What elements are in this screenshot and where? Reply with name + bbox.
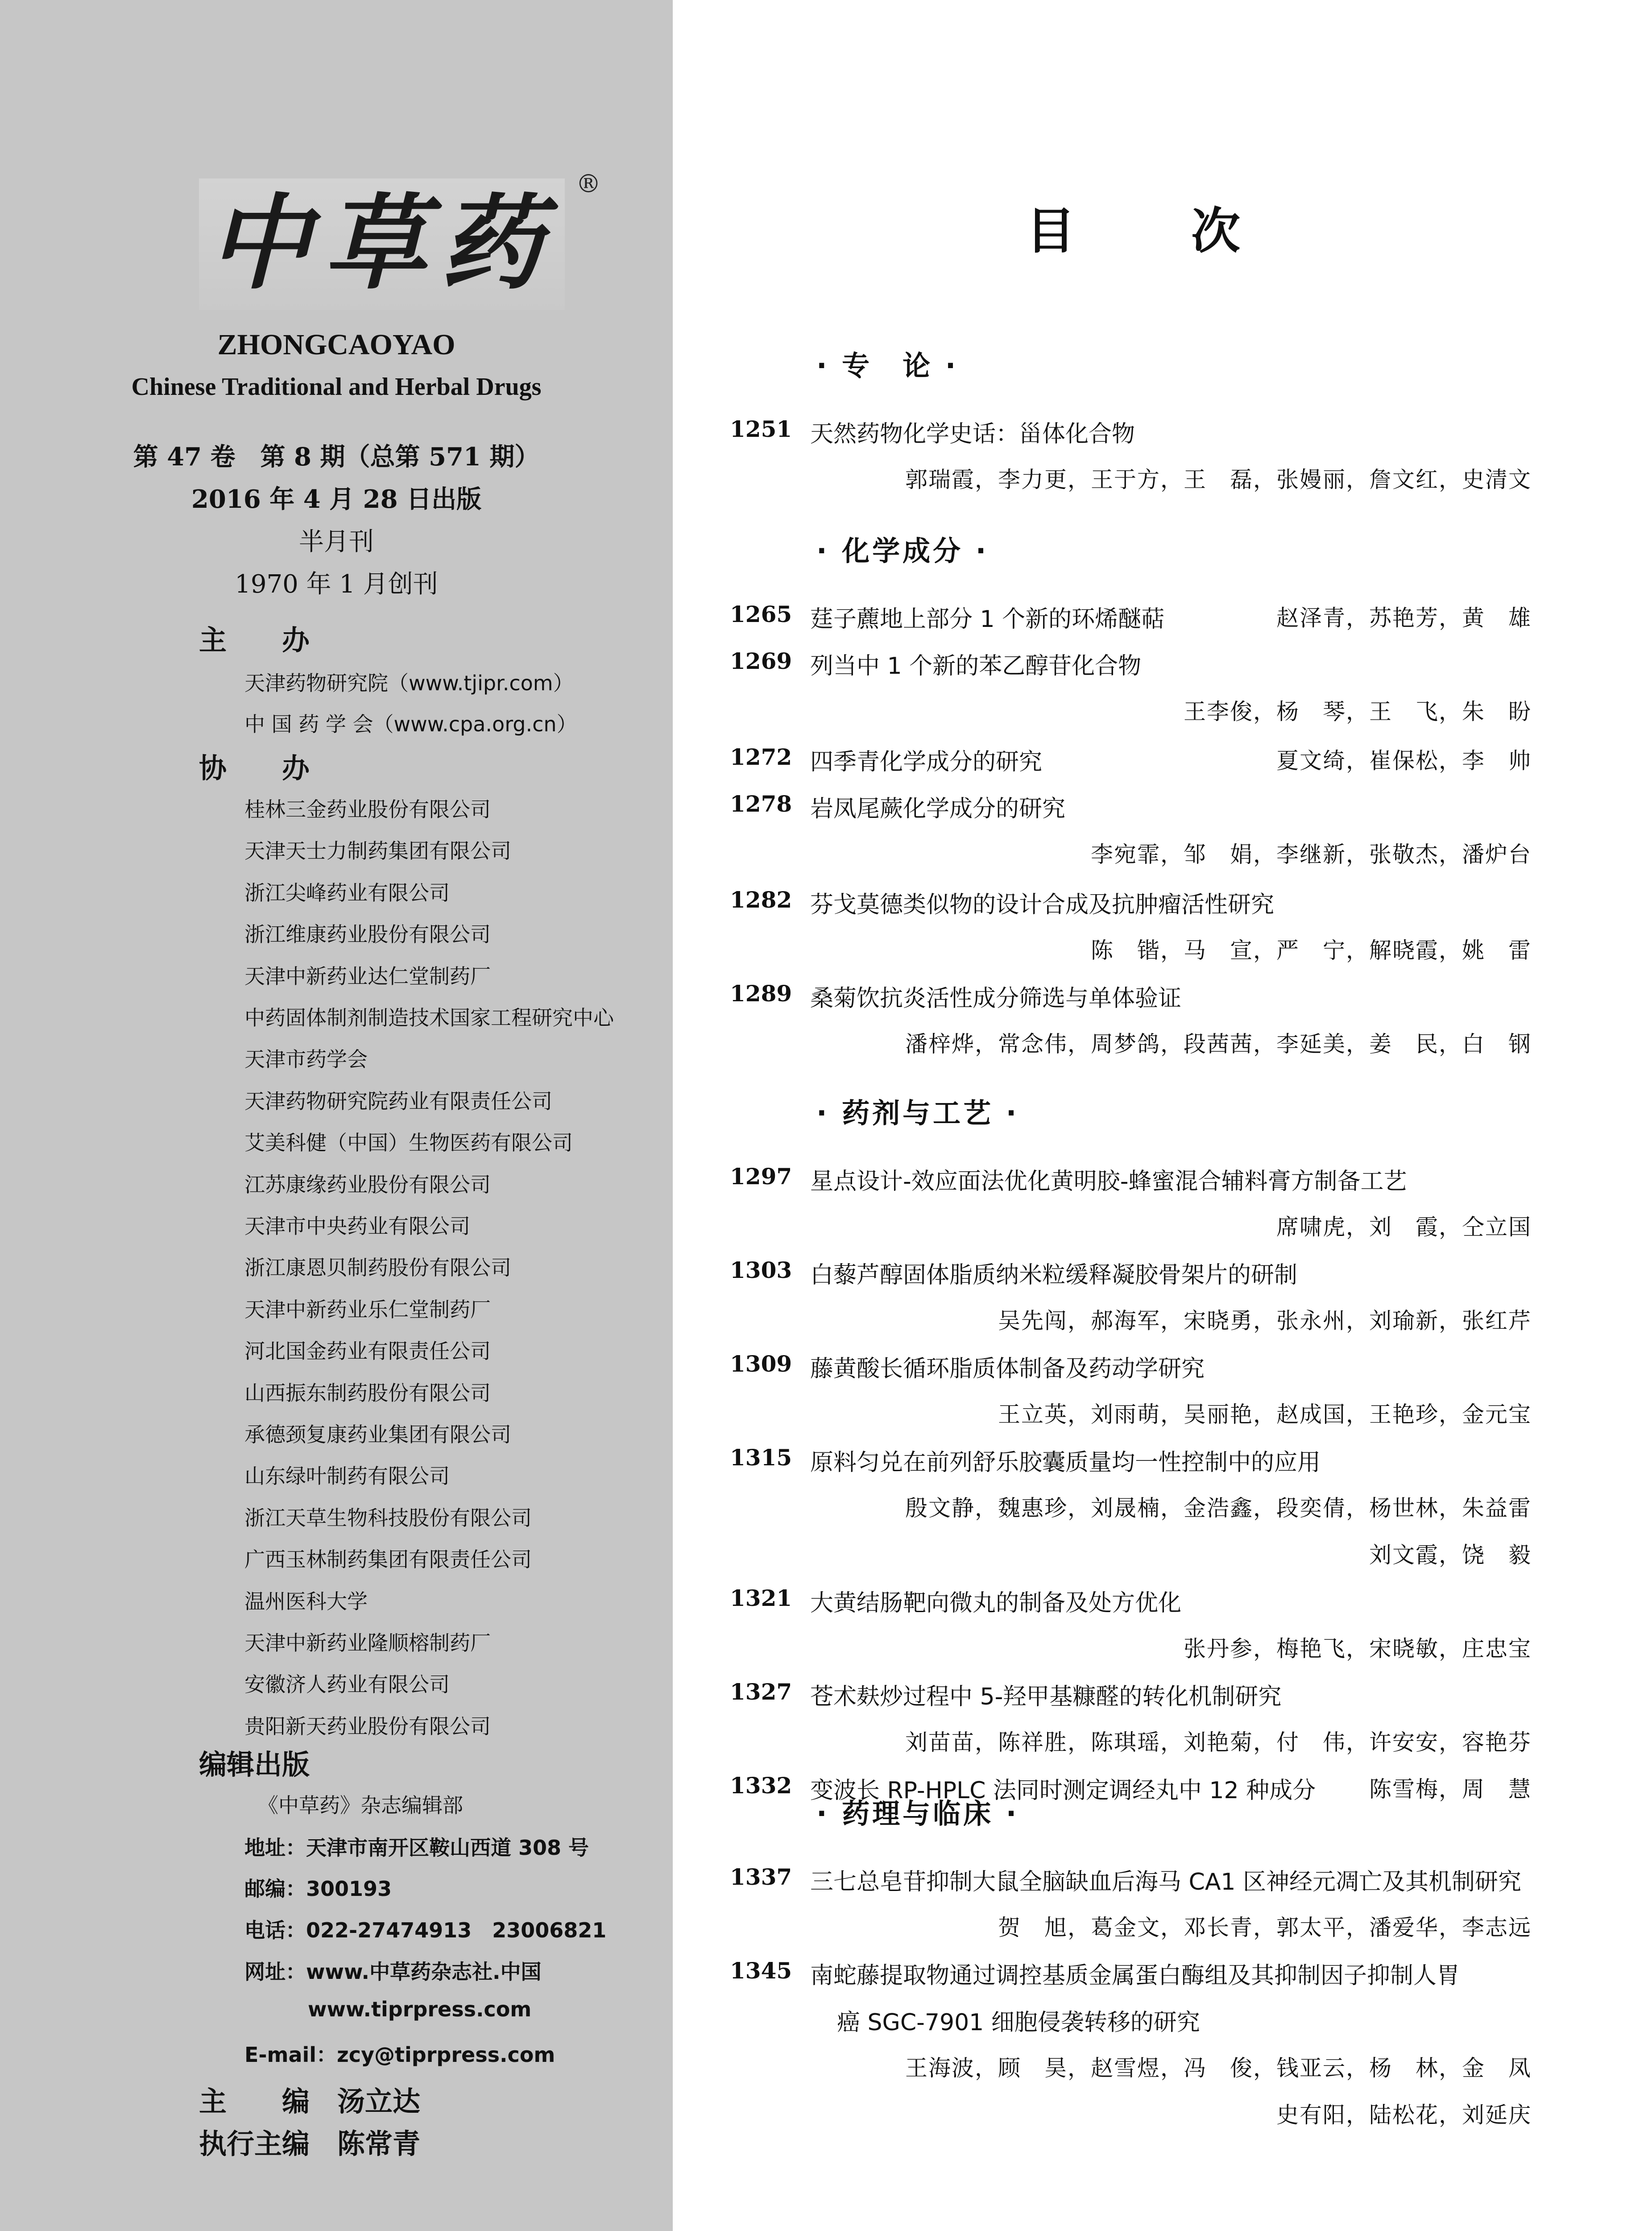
article-authors: 陈雪梅，周 慧 (1369, 1776, 1532, 1802)
co-sponsor-item: 天津药物研究院药业有限责任公司 (244, 1089, 552, 1113)
article-authors: 陈 锴，马 宣，严 宁，解晓霞，姚 雷 (1091, 937, 1532, 963)
article-authors: 赵泽青，苏艳芳，黄 雄 (1276, 605, 1532, 631)
article-title[interactable]: 岩凤尾蕨化学成分的研究 (810, 796, 1066, 822)
logo-calligraphy: 中草药 (208, 183, 556, 303)
co-sponsor-item: 天津市中央药业有限公司 (244, 1214, 470, 1238)
page-number: 1289 (730, 980, 792, 1007)
page-number: 1297 (730, 1163, 792, 1190)
website[interactable]: 网址：www.中草药杂志社.中国 (244, 1960, 542, 1984)
article-title[interactable]: 三七总皂苷抑制大鼠全脑缺血后海马 CA1 区神经元凋亡及其机制研究 (810, 1869, 1522, 1895)
section-heading: · 专 论 · (816, 349, 959, 382)
article-title[interactable]: 天然药物化学史话：甾体化合物 (810, 421, 1135, 448)
page-number: 1345 (730, 1957, 792, 1984)
journal-pinyin: ZHONGCAOYAO (217, 328, 455, 361)
co-sponsor-item: 桂林三金药业股份有限公司 (244, 797, 491, 821)
co-sponsor-item: 艾美科健（中国）生物医药有限公司 (244, 1131, 573, 1155)
co-sponsor-item: 天津中新药业隆顺榕制药厂 (244, 1631, 491, 1655)
article-title[interactable]: 莛子藨地上部分 1 个新的环烯醚萜 (810, 606, 1165, 633)
page-number: 1332 (730, 1772, 792, 1799)
article-title[interactable]: 大黄结肠靶向微丸的制备及处方优化 (810, 1590, 1182, 1617)
page-number: 1337 (730, 1864, 792, 1890)
section-heading: · 化学成分 · (816, 535, 989, 567)
co-sponsor-item: 浙江尖峰药业有限公司 (244, 880, 450, 905)
co-sponsor-item: 山东绿叶制药有限公司 (244, 1464, 450, 1489)
article-authors: 席啸虎，刘 霞，仝立国 (1276, 1214, 1532, 1240)
sponsor-heading: 主 办 (199, 624, 310, 656)
article-authors: 吴先闯，郝海军，宋晓勇，张永州，刘瑜新，张红芹 (998, 1308, 1532, 1334)
chief-editor: 主 编 汤立达 (199, 2085, 421, 2118)
co-sponsor-item: 安徽济人药业有限公司 (244, 1672, 450, 1697)
phone: 电话：022-27474913 23006821 (244, 1918, 607, 1942)
co-sponsor-item: 广西玉林制药集团有限责任公司 (244, 1547, 532, 1572)
founded-date: 1970 年 1 月创刊 (235, 570, 438, 599)
sidebar-panel (0, 0, 673, 2231)
co-sponsor-item: 浙江康恩贝制药股份有限公司 (244, 1256, 511, 1280)
article-authors: 李宛霏，邹 娟，李继新，张敬杰，潘炉台 (1091, 842, 1532, 867)
website-alt[interactable]: www.tiprpress.com (308, 1997, 532, 2021)
page-number: 1309 (730, 1351, 792, 1377)
registered-mark: ® (576, 170, 601, 199)
co-sponsor-item: 天津中新药业乐仁堂制药厂 (244, 1297, 491, 1322)
page-number: 1251 (730, 416, 792, 442)
co-sponsor-item: 中药固体制剂制造技术国家工程研究中心 (244, 1006, 614, 1030)
article-authors: 郭瑞霞，李力更，王于方，王 磊，张嫚丽，詹文红，史清文 (905, 467, 1532, 493)
page-number: 1321 (730, 1585, 792, 1611)
article-title[interactable]: 列当中 1 个新的苯乙醇苷化合物 (810, 653, 1142, 680)
article-title[interactable]: 四季青化学成分的研究 (810, 749, 1043, 775)
page-number: 1269 (730, 648, 792, 674)
article-title[interactable]: 原料匀兑在前列舒乐胶囊质量均一性控制中的应用 (810, 1449, 1321, 1476)
sponsor-item: 天津药物研究院（www.tjipr.com） (244, 671, 574, 695)
page-number: 1303 (730, 1257, 792, 1283)
article-authors: 贺 旭，葛金文，邓长青，郭太平，潘爱华，李志远 (998, 1915, 1532, 1941)
co-sponsor-item: 天津天士力制药集团有限公司 (244, 839, 511, 863)
postcode: 邮编：300193 (244, 1877, 392, 1901)
co-sponsor-item: 江苏康缘药业股份有限公司 (244, 1172, 491, 1197)
co-sponsor-item: 温州医科大学 (244, 1589, 368, 1613)
page-number: 1265 (730, 601, 792, 627)
address: 地址：天津市南开区鞍山西道 308 号 (244, 1836, 589, 1860)
page-number: 1327 (730, 1679, 792, 1705)
co-sponsor-heading: 协 办 (199, 752, 310, 784)
article-authors: 刘文霞，饶 毅 (1369, 1542, 1532, 1568)
article-title[interactable]: 南蛇藤提取物通过调控基质金属蛋白酶组及其抑制因子抑制人胃 (810, 1962, 1460, 1989)
article-title[interactable]: 桑菊饮抗炎活性成分筛选与单体验证 (810, 985, 1182, 1012)
article-title[interactable]: 星点设计-效应面法优化黄明胶-蜂蜜混合辅料膏方制备工艺 (810, 1168, 1407, 1195)
sponsor-item: 中 国 药 学 会（www.cpa.org.cn） (244, 712, 577, 736)
co-sponsor-item: 贵阳新天药业股份有限公司 (244, 1714, 491, 1738)
editorial-dept: 《中草药》杂志编辑部 (258, 1793, 463, 1817)
article-title[interactable]: 苍术麸炒过程中 5-羟甲基糠醛的转化机制研究 (810, 1684, 1282, 1710)
article-authors: 史有阳，陆松花，刘延庆 (1276, 2102, 1532, 2128)
article-title[interactable]: 变波长 RP-HPLC 法同时测定调经丸中 12 种成分 (810, 1777, 1316, 1804)
co-sponsor-item: 山西振东制药股份有限公司 (244, 1381, 491, 1405)
toc-title: 目次 (1026, 203, 1356, 260)
page-number: 1315 (730, 1444, 792, 1471)
page-number: 1278 (730, 791, 792, 817)
co-sponsor-item: 河北国金药业有限责任公司 (244, 1339, 491, 1364)
publish-date: 2016 年 4 月 28 日出版 (191, 485, 482, 514)
article-authors: 潘梓烨，常念伟，周梦鸽，段茜茜，李延美，姜 民，白 钢 (905, 1031, 1532, 1057)
issue-number: 第 47 卷 第 8 期（总第 571 期） (133, 442, 540, 472)
page-number: 1282 (730, 887, 792, 913)
article-authors: 夏文绮，崔保松，李 帅 (1276, 748, 1532, 774)
section-heading: · 药剂与工艺 · (816, 1097, 1019, 1129)
co-sponsor-item: 天津市药学会 (244, 1047, 368, 1072)
journal-logo (199, 170, 601, 310)
article-authors: 殷文静，魏惠珍，刘晟楠，金浩鑫，段奕倩，杨世林，朱益雷 (905, 1495, 1532, 1521)
email[interactable]: E-mail：zcy@tiprpress.com (244, 2043, 555, 2067)
page-number: 1272 (730, 744, 792, 770)
article-title[interactable]: 癌 SGC-7901 细胞侵袭转移的研究 (837, 2009, 1200, 2036)
article-authors: 王李俊，杨 琴，王 飞，朱 盼 (1184, 699, 1532, 725)
co-sponsor-item: 浙江天草生物科技股份有限公司 (244, 1505, 532, 1530)
co-sponsor-item: 承德颈复康药业集团有限公司 (244, 1422, 511, 1447)
section-heading: · 药理与临床 · (816, 1797, 1019, 1830)
co-sponsor-item: 浙江维康药业股份有限公司 (244, 922, 491, 947)
article-title[interactable]: 芬戈莫德类似物的设计合成及抗肿瘤活性研究 (810, 892, 1275, 918)
article-authors: 刘苗苗，陈祥胜，陈琪瑶，刘艳菊，付 伟，许安安，容艳芬 (905, 1729, 1532, 1755)
executive-editor: 执行主编 陈常青 (199, 2127, 421, 2160)
article-authors: 王海波，顾 昊，赵雪煜，冯 俊，钱亚云，杨 林，金 凤 (905, 2055, 1532, 2081)
article-authors: 王立英，刘雨萌，吴丽艳，赵成国，王艳珍，金元宝 (998, 1402, 1532, 1427)
article-authors: 张丹参，梅艳飞，宋晓敏，庄忠宝 (1184, 1636, 1532, 1662)
frequency: 半月刊 (299, 527, 374, 556)
article-title[interactable]: 藤黄酸长循环脂质体制备及药动学研究 (810, 1356, 1205, 1382)
journal-english-name: Chinese Traditional and Herbal Drugs (131, 373, 542, 401)
co-sponsor-item: 天津中新药业达仁堂制药厂 (244, 964, 491, 988)
publisher-heading: 编辑出版 (199, 1748, 310, 1781)
article-title[interactable]: 白藜芦醇固体脂质纳米粒缓释凝胶骨架片的研制 (810, 1262, 1298, 1289)
